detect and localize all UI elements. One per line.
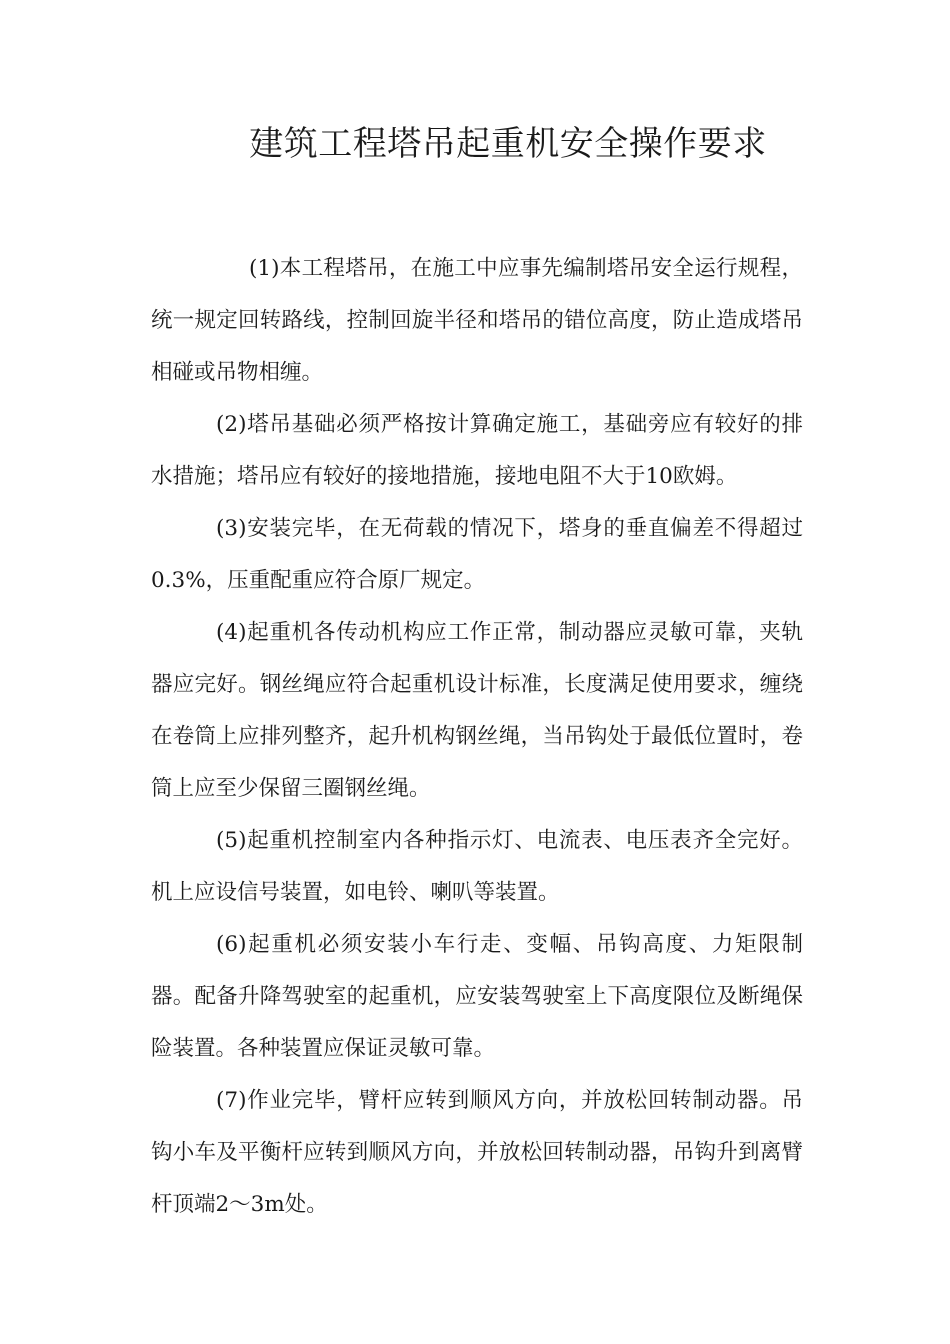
paragraph-6: (6)起重机必须安装小车行走、变幅、吊钩高度、力矩限制器。配备升降驾驶室的起重机，应安装驾驶室上下高度限位及断绳保险装置。各种装置应保证灵敏可靠。 [151, 932, 803, 1061]
paragraph-4: (4)起重机各传动机构应工作正常，制动器应灵敏可靠，夹轨器应完好。钢丝绳应符合起重机设计标准，长度满足使用要求，缠绕在卷筒上应排列整齐，起升机构钢丝绳，当吊钩处于最低位置时，卷筒上应至少保留三圈钢丝绳。 [151, 620, 803, 801]
paragraph-2: (2)塔吊基础必须严格按计算确定施工，基础旁应有较好的排水措施；塔吊应有较好的接地措施，接地电阻不大于10欧姆。 [151, 412, 803, 489]
document-body [151, 243, 803, 1231]
paragraph-3: (3)安装完毕，在无荷载的情况下，塔身的垂直偏差不得超过0.3%，压重配重应符合原厂规定。 [151, 516, 803, 593]
paragraph-7: (7)作业完毕，臂杆应转到顺风方向，并放松回转制动器。吊钩小车及平衡杆应转到顺风方向，并放松回转制动器，吊钩升到离臂杆顶端2～3m处。 [151, 1088, 803, 1217]
document-title: 建筑工程塔吊起重机安全操作要求 [249, 124, 767, 164]
paragraph-1: (1)本工程塔吊，在施工中应事先编制塔吊安全运行规程，统一规定回转路线，控制回旋半径和塔吊的错位高度，防止造成塔吊相碰或吊物相缠。 [151, 256, 803, 385]
paragraph-5: (5)起重机控制室内各种指示灯、电流表、电压表齐全完好。机上应设信号装置，如电铃、喇叭等装置。 [151, 828, 803, 905]
